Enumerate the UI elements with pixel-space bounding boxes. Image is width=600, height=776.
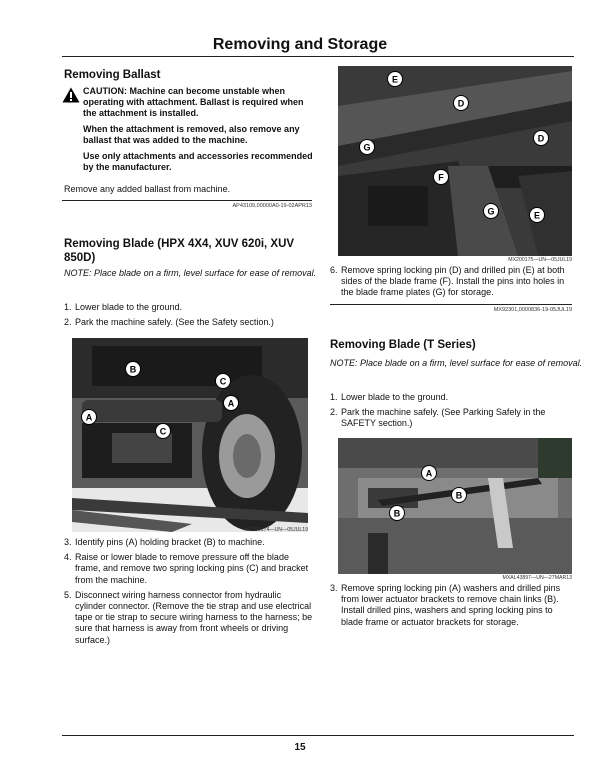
svg-text:C: C — [159, 426, 167, 437]
list-item: 1. Lower blade to the ground. — [330, 392, 449, 402]
svg-text:F: F — [438, 172, 444, 183]
svg-text:D: D — [537, 133, 545, 144]
blade-hpx-photo — [72, 338, 308, 532]
callout-a — [222, 394, 240, 417]
list-item: 2. Park the machine safely. (See the Safety section.) — [64, 317, 274, 328]
blade-t-heading: Removing Blade (T Series) — [330, 339, 476, 351]
blade-t-figure-caption: MXAL43897—UN—27MAR13 — [502, 575, 572, 581]
blade-t-photo — [338, 438, 572, 574]
list-item: 4. Raise or lower blade to remove pressure off the blade frame, and remove two spring locking pins (C) and bracket from the machine. — [64, 552, 309, 585]
blade-frame-figure-caption: MX200175—UN—05JUL19 — [508, 257, 572, 263]
blade-t-note — [330, 358, 586, 369]
svg-text:C: C — [219, 376, 227, 387]
blade-hpx-steps-bottom — [64, 537, 314, 650]
caution-text-1: CAUTION: Machine can become unstable when operating with attachment. Ballast is required when the attachment is installed. — [83, 86, 304, 118]
header-rule — [62, 56, 574, 57]
ballast-heading: Removing Ballast — [64, 69, 161, 81]
callout-f — [432, 168, 450, 191]
callout-a — [80, 408, 98, 431]
svg-text:B: B — [129, 364, 137, 375]
note-text: Place blade on a firm, level surface for ease of removal. — [94, 268, 317, 278]
blade-t-steps-top — [330, 392, 574, 434]
svg-text:D: D — [457, 98, 465, 109]
svg-text:G: G — [487, 206, 495, 217]
caution-text-3: Use only attachments and accessories recommended by the manufacturer. — [83, 151, 313, 172]
list-item: 5. Disconnect wiring harness connector from hydraulic cylinder connector. (Remove the tie strap and use electrical tape or tie strap to secure wiring harness to the harness; be sure that harness is away from front wheels or driving surface.) — [64, 589, 313, 645]
callout-c — [214, 372, 232, 395]
blade-hpx-note — [64, 268, 324, 279]
svg-text:A: A — [85, 412, 93, 423]
callout-d — [532, 129, 550, 152]
callout-b — [124, 360, 142, 383]
blade-hpx-heading: Removing Blade (HPX 4X4, XUV 620i, XUV 850D) — [64, 238, 295, 264]
svg-text:G: G — [363, 142, 371, 153]
footer-rule — [62, 735, 574, 736]
top-right-code: MX92301,0000836-19-05JUL19 — [493, 307, 572, 313]
blade-hpx-steps-top — [64, 302, 314, 332]
ballast-body: Remove any added ballast from machine. — [64, 184, 231, 194]
callout-a — [420, 464, 438, 487]
list-item: 1. Lower blade to the ground. — [64, 302, 183, 312]
list-item: 3. Identify pins (A) holding bracket (B) to machine. — [64, 537, 265, 547]
page-title: Removing and Storage — [212, 36, 388, 53]
callout-b — [388, 504, 406, 527]
top-right-rule — [330, 304, 572, 305]
list-item: 3. Remove spring locking pin (A) washers and drilled pins from lower actuator brackets to remove chain links (B). Install drilled pins, washers and spring locking pins to blade frame or actuator brackets for storage. — [330, 583, 561, 627]
svg-text:E: E — [533, 210, 541, 221]
top-right-steps — [330, 265, 574, 303]
note-label: NOTE: — [64, 268, 92, 278]
callout-b — [450, 486, 468, 509]
svg-text:B: B — [455, 490, 463, 501]
caution-text-2: When the attachment is removed, also remove any ballast that was added to the machine. — [83, 124, 300, 145]
svg-text:A: A — [425, 468, 433, 479]
ballast-code: AP43109,00000A0-19-02APR13 — [232, 203, 312, 209]
callout-e — [386, 70, 404, 93]
callout-g — [482, 202, 500, 225]
list-item: 2. Park the machine safely. (See Parking Safely in the SAFETY section.) — [330, 407, 546, 429]
blade-hpx-figure-caption: MX200174—UN—05JUL19 — [244, 527, 308, 533]
svg-text:A: A — [227, 398, 235, 409]
note-label: NOTE: — [330, 358, 358, 368]
svg-text:E: E — [391, 74, 399, 85]
ballast-rule — [62, 200, 312, 201]
page-number: 15 — [294, 742, 306, 753]
callout-e — [528, 206, 546, 229]
note-text: Place blade on a firm, level surface for ease of removal. — [360, 358, 583, 368]
callout-g — [358, 138, 376, 161]
callout-c — [154, 422, 172, 445]
warning-triangle-icon — [62, 87, 80, 103]
svg-text:B: B — [393, 508, 401, 519]
list-item: 6. Remove spring locking pin (D) and drilled pin (E) at both sides of the blade frame (F). Install the pins into holes in the blade frame plates (G) for storage. — [330, 265, 565, 298]
blade-frame-photo — [338, 66, 572, 256]
callout-d — [452, 94, 470, 117]
blade-t-steps-bottom — [330, 583, 574, 632]
